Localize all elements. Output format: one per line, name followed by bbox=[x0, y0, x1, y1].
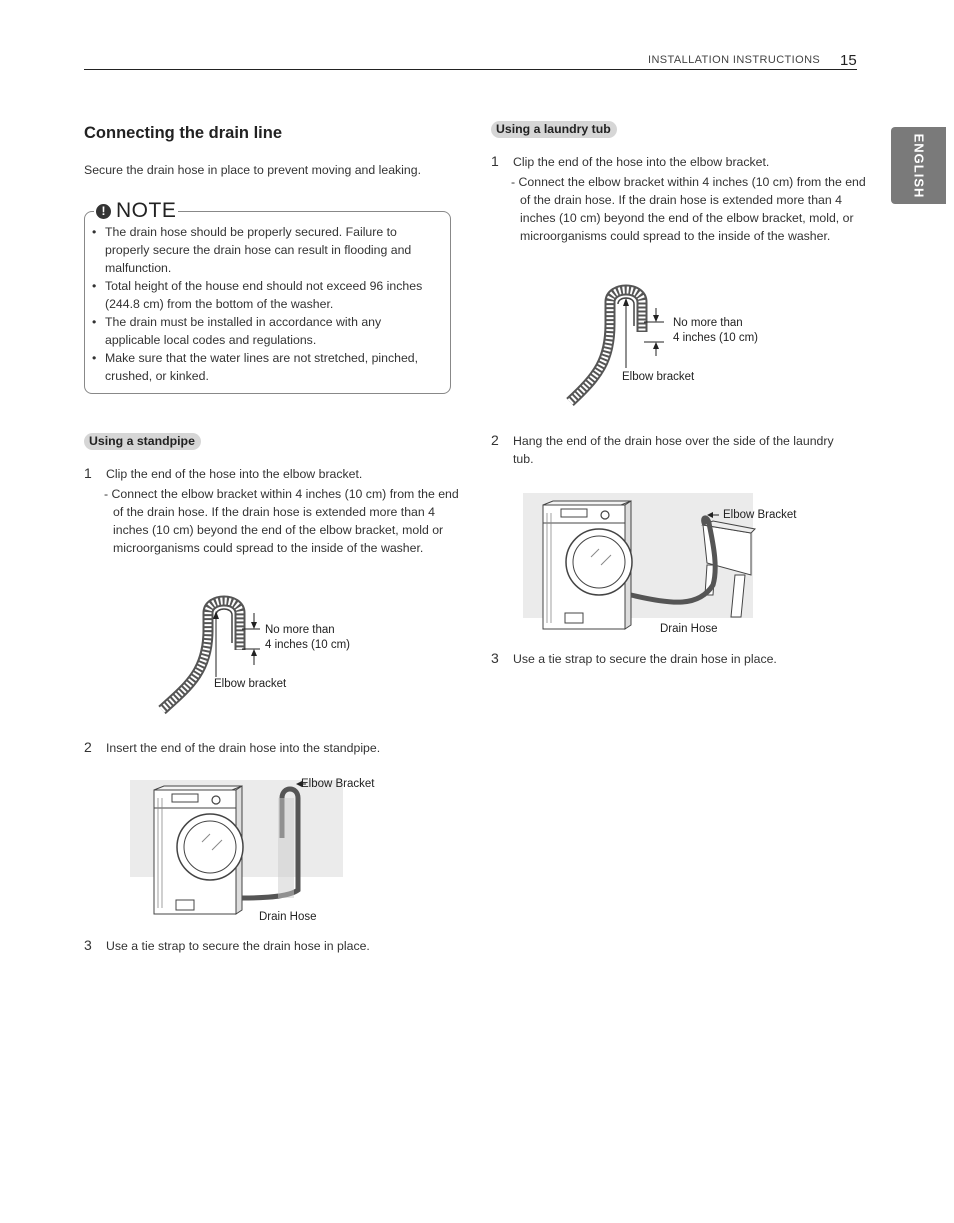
figure-label: Elbow Bracket bbox=[723, 509, 797, 521]
step-text: Use a tie strap to secure the drain hose in place. bbox=[513, 652, 777, 666]
note-item: • Make sure that the water lines are not stretched, pinched, crushed, or kinked. bbox=[85, 349, 430, 385]
step-number: 2 bbox=[84, 739, 92, 755]
step-text: Clip the end of the hose into the elbow bracket. bbox=[106, 467, 363, 481]
section-title: Connecting the drain line bbox=[84, 124, 283, 142]
step-subtext: - Connect the elbow bracket within 4 inches (10 cm) from the end of the drain hose. If the drain hose is extended more than 4 inches (10 cm) beyond the end of the elbow bracket, mold, or microorganisms could spread to the inside of the washer. bbox=[511, 175, 866, 243]
note-item: • The drain hose should be properly secured. Failure to properly secure the drain hose can result in flooding and malfunction. bbox=[85, 223, 430, 277]
figure-label: No more than bbox=[265, 624, 335, 636]
step-text: Hang the end of the drain hose over the side of the laundry tub. bbox=[513, 434, 834, 466]
step-text: Insert the end of the drain hose into the standpipe. bbox=[106, 741, 381, 755]
standpipe-pill: Using a standpipe bbox=[84, 432, 201, 450]
figure-label: Drain Hose bbox=[660, 623, 718, 635]
intro-text: Secure the drain hose in place to prevent moving and leaking. bbox=[84, 163, 422, 177]
step-number: 3 bbox=[84, 937, 92, 953]
note-heading: ! NOTE bbox=[94, 199, 178, 223]
figure-label: 4 inches (10 cm) bbox=[673, 332, 759, 344]
step-number: 2 bbox=[491, 432, 499, 448]
figure-label: No more than bbox=[673, 317, 743, 329]
figure-label: Elbow bracket bbox=[214, 678, 287, 690]
step-number: 1 bbox=[491, 153, 499, 169]
page-number: 15 bbox=[840, 52, 857, 69]
figure-label: Elbow bracket bbox=[622, 371, 695, 383]
step-subtext: - Connect the elbow bracket within 4 inches (10 cm) from the end of the drain hose. If the drain hose is extended more than 4 inches (10 cm) beyond the end of the elbow bracket, mold or microorganisms could spread to the inside of the washer. bbox=[104, 487, 459, 555]
header-section-title: INSTALLATION INSTRUCTIONS bbox=[648, 54, 821, 66]
figure-label: 4 inches (10 cm) bbox=[265, 639, 351, 651]
figure-label: Elbow Bracket bbox=[301, 778, 375, 790]
note-list bbox=[85, 223, 430, 385]
language-tab-label: ENGLISH bbox=[911, 133, 926, 198]
step-text: Clip the end of the hose into the elbow bracket. bbox=[513, 155, 770, 169]
figure-label: Drain Hose bbox=[259, 911, 317, 923]
step-number: 1 bbox=[84, 465, 92, 481]
exclamation-icon: ! bbox=[96, 204, 111, 219]
header-rule bbox=[84, 69, 857, 70]
step-number: 3 bbox=[491, 650, 499, 666]
step-text: Use a tie strap to secure the drain hose in place. bbox=[106, 939, 370, 953]
note-item: • The drain must be installed in accordance with any applicable local codes and regulations. bbox=[85, 313, 430, 349]
language-tab[interactable] bbox=[891, 127, 946, 204]
note-item: • Total height of the house end should not exceed 96 inches (244.8 cm) from the bottom of the washer. bbox=[85, 277, 430, 313]
washer-standpipe-figure bbox=[130, 778, 390, 918]
laundry-tub-pill: Using a laundry tub bbox=[491, 120, 617, 138]
